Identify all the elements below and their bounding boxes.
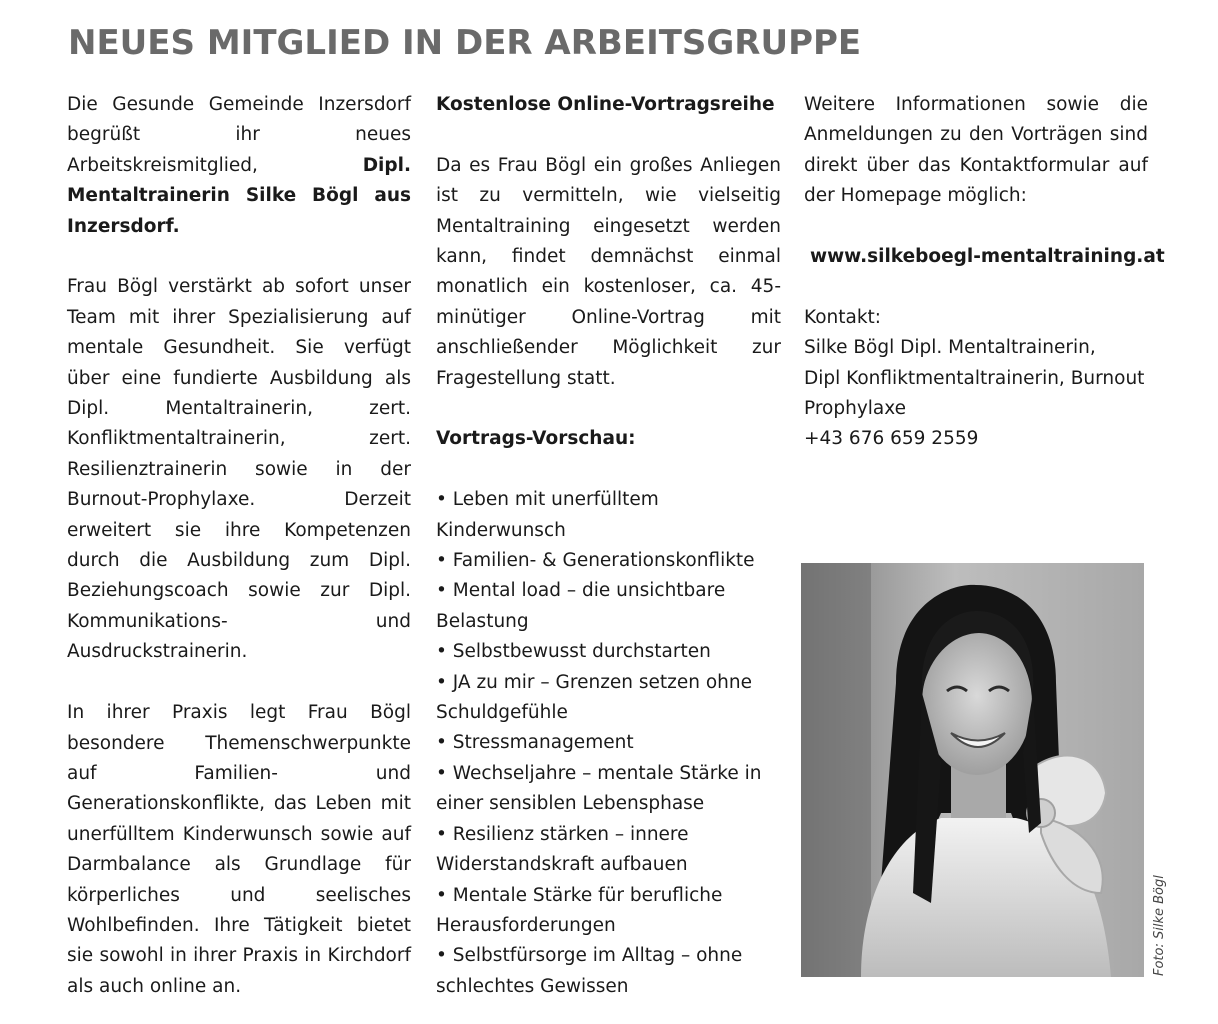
- topic-item: • Familien- & Generationskonflikte: [436, 550, 755, 572]
- info-paragraph: Weitere Informationen sowie die Anmeldungen zu den Vorträgen sind direkt über das Kontaktformular auf der Homepage möglich:: [804, 94, 1148, 207]
- column-contact: [804, 90, 1165, 455]
- portrait-illustration: [801, 563, 1144, 977]
- topic-item: • Resilienz stärken – innere Widerstandskraft aufbauen: [436, 823, 689, 876]
- contact-line: Silke Bögl Dipl. Mentaltrainerin,: [804, 337, 1096, 359]
- qualifications-paragraph: Frau Bögl verstärkt ab sofort unser Team mit ihrer Spezialisierung auf mentale Gesundheit. Sie verfügt über eine fundierte Ausbildung als Dipl. Mentaltrainerin, zert. Konfliktmentaltrainerin, zert. Resilienztrainerin sowie in der Burnout-Prophylaxe. Derzeit erweitert sie ihre Kompetenzen durch die Ausbildung zum Dipl. Beziehungscoach sowie zur Dipl. Kommunikations- und Ausdruckstrainerin.: [67, 276, 411, 663]
- lecture-series-heading: Kostenlose Online-Vortragsreihe: [436, 94, 775, 115]
- topic-item: • Stressmanagement: [436, 732, 634, 754]
- member-name: Dipl. Mentaltrainerin Silke Bögl aus Inzersdorf.: [67, 154, 411, 237]
- column-intro: [67, 90, 411, 1002]
- topic-list: [436, 485, 781, 1002]
- topic-item: • Wechseljahre – mentale Stärke in einer sensiblen Lebensphase: [436, 762, 762, 815]
- photo-caption: Foto: Silke Bögl: [1152, 875, 1167, 976]
- preview-heading: Vortrags-Vorschau:: [436, 428, 636, 450]
- practice-paragraph: In ihrer Praxis legt Frau Bögl besondere Themenschwerpunkte auf Familien- und Generationskonflikte, das Leben mit unerfülltem Kinderwunsch sowie auf Darmbalance als Grundlage für körperliches und seelisches Wohlbefinden. Ihre Tätigkeit bietet sie sowohl in ihrer Praxis in Kirchdorf als auch online an.: [67, 702, 411, 997]
- intro-paragraph: [67, 90, 411, 242]
- topic-item: • Selbstbewusst durchstarten: [436, 641, 711, 663]
- phone-number: +43 676 659 2559: [804, 428, 979, 450]
- column-lectures: [436, 90, 781, 1002]
- topic-item: • Leben mit unerfülltem Kinderwunsch: [436, 489, 659, 541]
- portrait-photo: [801, 563, 1144, 977]
- intro-text: Die Gesunde Gemeinde Inzersdorf begrüßt ihr neues Arbeitskreismitglied,: [67, 94, 411, 176]
- contact-label: Kontakt:: [804, 306, 882, 328]
- topic-item: • Mentale Stärke für berufliche Herausforderungen: [436, 884, 723, 936]
- topic-item: • JA zu mir – Grenzen setzen ohne Schuldgefühle: [436, 671, 753, 724]
- article-title: NEUES MITGLIED IN DER ARBEITSGRUPPE: [68, 23, 862, 63]
- contact-line: Dipl Konfliktmentaltrainerin, Burnout Prophylaxe: [804, 367, 1145, 420]
- lecture-series-paragraph: Da es Frau Bögl ein großes Anliegen ist zu vermitteln, wie vielseitig Mentaltraining eingesetzt werden kann, findet demnächst einmal monatlich ein kostenloser, ca. 45-minütiger Online-Vortrag mit anschließender Möglichkeit zur Fragestellung statt.: [436, 154, 781, 389]
- topic-item: • Mental load – die unsichtbare Belastung: [436, 580, 726, 632]
- topic-item: • Selbstfürsorge im Alltag – ohne schlechtes Gewissen: [436, 945, 743, 997]
- website-link[interactable]: www.silkeboegl-mentaltraining.at: [810, 246, 1165, 268]
